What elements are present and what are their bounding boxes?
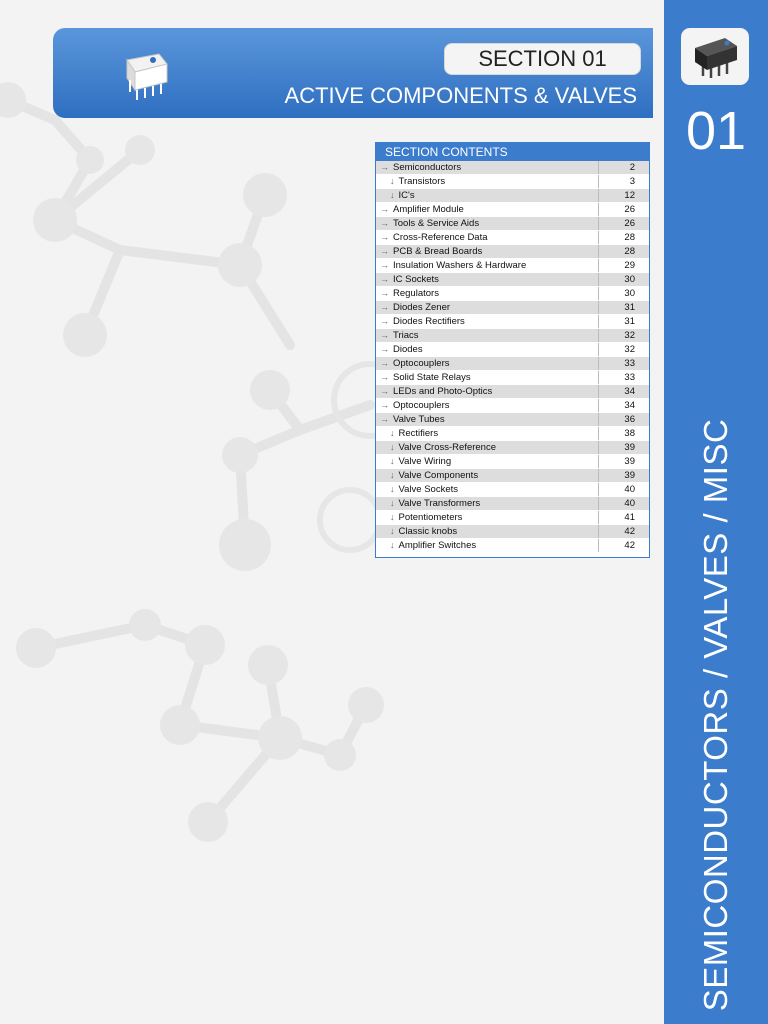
section-number: 01 [685, 101, 747, 161]
contents-entry-label: Transistors [398, 176, 446, 187]
contents-entry-label: Valve Wiring [398, 456, 452, 467]
contents-entry-page: 40 [599, 483, 650, 497]
contents-row[interactable] [376, 217, 649, 231]
contents-entry-page: 2 [599, 161, 650, 175]
contents-entry-label: Insulation Washers & Hardware [393, 260, 527, 271]
contents-entry-page: 40 [599, 497, 650, 511]
contents-entry-label: Diodes Zener [393, 302, 451, 313]
contents-entry-page: 39 [599, 455, 650, 469]
right-arrow-icon: → [380, 372, 389, 382]
contents-entry-page: 30 [599, 287, 650, 301]
contents-entry-page: 34 [599, 385, 650, 399]
down-arrow-icon: ↓ [390, 456, 395, 466]
contents-entry-page: 28 [599, 231, 650, 245]
right-arrow-icon: → [380, 414, 389, 424]
contents-row[interactable] [376, 525, 649, 539]
contents-entry-label: Valve Components [398, 470, 479, 481]
right-arrow-icon: → [380, 386, 389, 396]
contents-row[interactable] [376, 329, 649, 343]
contents-entry-label: Amplifier Module [393, 204, 464, 215]
right-arrow-icon: → [380, 204, 389, 214]
contents-entry-label: Classic knobs [398, 526, 458, 537]
contents-entry-label: Tools & Service Aids [393, 218, 480, 229]
contents-row[interactable] [376, 273, 649, 287]
contents-row[interactable] [376, 189, 649, 203]
contents-entry-page: 39 [599, 469, 650, 483]
down-arrow-icon: ↓ [390, 442, 395, 452]
contents-entry-label: Rectifiers [398, 428, 439, 439]
right-arrow-icon: → [380, 400, 389, 410]
contents-entry-label: Diodes Rectifiers [393, 316, 465, 327]
contents-row[interactable] [376, 441, 649, 455]
contents-entry-page: 3 [599, 175, 650, 189]
ic-chip-icon [115, 42, 175, 102]
contents-entry-page: 31 [599, 301, 650, 315]
contents-entry-page: 42 [599, 525, 650, 539]
contents-row[interactable] [376, 539, 649, 553]
contents-row[interactable] [376, 231, 649, 245]
contents-entry-label: PCB & Bread Boards [393, 246, 483, 257]
contents-entry-page: 36 [599, 413, 650, 427]
contents-entry-page: 29 [599, 259, 650, 273]
contents-entry-page: 32 [599, 343, 650, 357]
contents-entry-page: 30 [599, 273, 650, 287]
contents-entry-label: Potentiometers [398, 512, 463, 523]
down-arrow-icon: ↓ [390, 428, 395, 438]
contents-entry-label: Optocouplers [393, 358, 450, 369]
contents-entry-label: Valve Cross-Reference [398, 442, 497, 453]
right-arrow-icon: → [380, 358, 389, 368]
contents-row[interactable] [376, 385, 649, 399]
contents-entry-label: LEDs and Photo-Optics [393, 386, 493, 397]
contents-entry-page: 26 [599, 217, 650, 231]
contents-entry-label: Triacs [393, 330, 419, 341]
contents-row[interactable] [376, 203, 649, 217]
down-arrow-icon: ↓ [390, 540, 395, 550]
contents-row[interactable] [376, 413, 649, 427]
contents-row[interactable] [376, 427, 649, 441]
contents-row[interactable] [376, 357, 649, 371]
down-arrow-icon: ↓ [390, 470, 395, 480]
contents-entry-page: 42 [599, 539, 650, 553]
contents-row[interactable] [376, 287, 649, 301]
contents-row[interactable] [376, 497, 649, 511]
contents-row[interactable] [376, 469, 649, 483]
contents-entry-page: 33 [599, 371, 650, 385]
contents-row[interactable] [376, 245, 649, 259]
contents-entry-label: Regulators [393, 288, 439, 299]
header-banner [53, 28, 653, 118]
page-title: ACTIVE COMPONENTS & VALVES [284, 83, 637, 108]
contents-entry-page: 33 [599, 357, 650, 371]
contents-row[interactable] [376, 343, 649, 357]
contents-entry-label: Diodes [393, 344, 423, 355]
contents-entry-label: Optocouplers [393, 400, 450, 411]
right-arrow-icon: → [380, 218, 389, 228]
contents-entry-page: 32 [599, 329, 650, 343]
contents-row[interactable] [376, 399, 649, 413]
right-arrow-icon: → [380, 274, 389, 284]
sidebar [664, 0, 768, 1024]
contents-row[interactable] [376, 175, 649, 189]
contents-entry-label: Cross-Reference Data [393, 232, 488, 243]
right-arrow-icon: → [380, 330, 389, 340]
down-arrow-icon: ↓ [390, 484, 395, 494]
ic-chip-icon [681, 28, 749, 85]
contents-entry-page: 38 [599, 427, 650, 441]
section-vertical-title: SEMICONDUCTORS / VALVES / MISC [697, 418, 734, 1012]
contents-entry-page: 31 [599, 315, 650, 329]
contents-entry-label: Valve Sockets [398, 484, 458, 495]
down-arrow-icon: ↓ [390, 190, 395, 200]
right-arrow-icon: → [380, 162, 389, 172]
contents-row[interactable] [376, 483, 649, 497]
section-contents-heading: SECTION CONTENTS [376, 143, 649, 161]
contents-entry-page: 26 [599, 203, 650, 217]
contents-entry-label: Amplifier Switches [398, 540, 477, 551]
contents-row[interactable] [376, 315, 649, 329]
right-arrow-icon: → [380, 344, 389, 354]
right-arrow-icon: → [380, 260, 389, 270]
contents-entry-page: 28 [599, 245, 650, 259]
right-arrow-icon: → [380, 316, 389, 326]
contents-entry-label: IC's [398, 190, 415, 201]
down-arrow-icon: ↓ [390, 176, 395, 186]
contents-row[interactable] [376, 511, 649, 525]
sidebar-icon-box [681, 28, 749, 85]
contents-entry-page: 12 [599, 189, 650, 203]
contents-entry-label: IC Sockets [393, 274, 439, 285]
contents-row[interactable] [376, 371, 649, 385]
contents-row[interactable] [376, 161, 649, 175]
down-arrow-icon: ↓ [390, 526, 395, 536]
section-label: SECTION 01 [444, 43, 641, 75]
right-arrow-icon: → [380, 288, 389, 298]
right-arrow-icon: → [380, 246, 389, 256]
contents-entry-page: 34 [599, 399, 650, 413]
contents-entry-page: 41 [599, 511, 650, 525]
right-arrow-icon: → [380, 232, 389, 242]
contents-entry-label: Valve Tubes [393, 414, 445, 425]
down-arrow-icon: ↓ [390, 498, 395, 508]
contents-row[interactable] [376, 301, 649, 315]
contents-entry-label: Solid State Relays [393, 372, 471, 383]
contents-table [376, 161, 649, 553]
section-contents [375, 142, 650, 558]
contents-row[interactable] [376, 259, 649, 273]
right-arrow-icon: → [380, 302, 389, 312]
contents-entry-label: Valve Transformers [398, 498, 481, 509]
down-arrow-icon: ↓ [390, 512, 395, 522]
contents-row[interactable] [376, 455, 649, 469]
contents-entry-label: Semiconductors [393, 162, 462, 173]
contents-entry-page: 39 [599, 441, 650, 455]
